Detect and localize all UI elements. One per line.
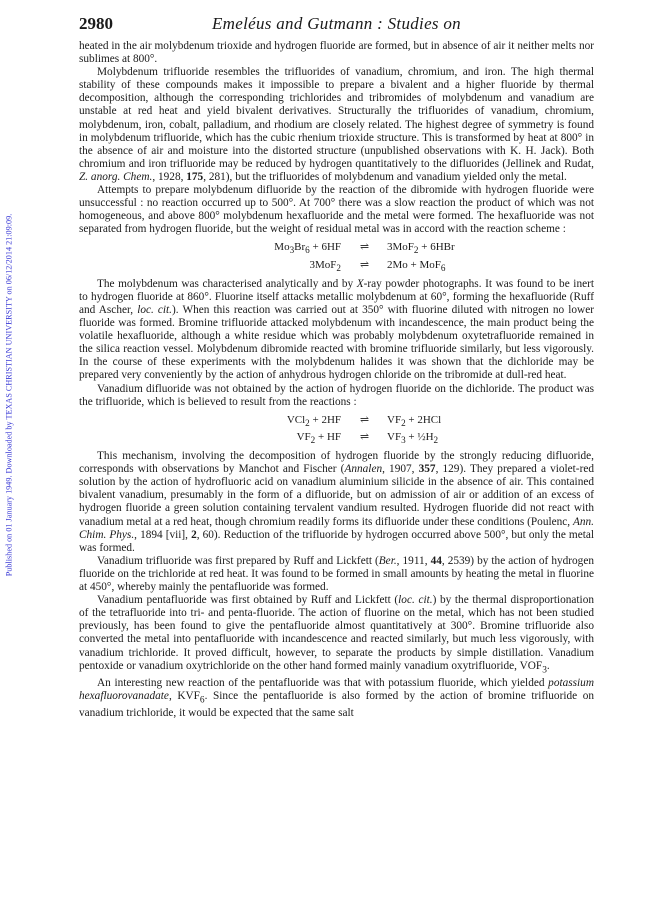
- equation-block: [79, 413, 594, 447]
- page-header: [79, 14, 594, 38]
- article-body: [79, 40, 594, 720]
- paragraph: Vanadium trifluoride was first prepared by Ruff and Lickfett (Ber., 1911, 44, 2539) by the action of hydrogen fluoride on the trichloride at red heat. It was found to be formed in small amounts by heating the metal in fluorine at 450°, whereby mainly the pentafluoride was formed.: [79, 554, 594, 594]
- paragraph: Vanadium difluoride was not obtained by the action of hydrogen fluoride on the dichloride. The product was the trifluoride, which is believed to result from the reactions :: [79, 382, 594, 408]
- paragraph: Molybdenum trifluoride resembles the trifluorides of vanadium, chromium, and iron. The high thermal stability of these compounds makes it impossible to prepare a bivalent and a higher fluoride by thermal decomposition, although the corresponding trichlorides and tribromides of molybdenum and vanadium are unstable at red heat and yield bivalent derivatives. Structurally the trifluorides of vanadium, chromium, molybdenum, iron, cobalt, palladium, and rhodium are closely related. The highest degree of symmetry is found in molybdenum trifluoride, which has the cubic rhenium trioxide structure. This is transformed by heat at 800° in the absence of air and moisture into the distorted structure (unpublished observations with K. H. Jack). Both chromium and iron trifluoride may be reduced by hydrogen quantitatively to the difluorides (Jellinek and Rudat, Z. anorg. Chem., 1928, 175, 281), but the trifluorides of molybdenum and vanadium yielded only the metal.: [79, 66, 594, 183]
- equation-rhs: $VF_3$ + $\frac{1}{2}H_2$: [387, 430, 439, 446]
- equilibrium-arrow: ⇌: [359, 413, 369, 426]
- download-notice-text: Published on 01 January 1949. Downloaded by TEXAS CHRISTIAN UNIVERSITY on 06/12/2014 21:09:09.: [4, 213, 14, 577]
- equation-rhs: $VF_2 + 2HCl$: [387, 413, 442, 428]
- running-title: Emeléus and Gutmann : Studies on: [212, 14, 461, 33]
- equation: [79, 430, 594, 447]
- equation-lhs: VCl$_2$ + 2HF: [286, 413, 341, 428]
- paragraph: An interesting new reaction of the pentafluoride was that with potassium fluoride, which yielded potassium hexafluorovanadate, $KVF_6$. Since the pentafluoride is also formed by the action of bromine trifluoride on vanadium trichloride, it would be expected that the same salt: [79, 676, 594, 720]
- equation-lhs: $Mo_3Br_6 + 6HF$: [274, 241, 341, 256]
- equation-lhs: $VF_2$ + HF: [296, 430, 341, 446]
- equation-lhs: 3MoF$_2$: [309, 258, 341, 273]
- paragraph: Vanadium pentafluoride was first obtained by Ruff and Lickfett (loc. cit.) by the thermal disproportionation of the tetrafluoride into tri- and penta-fluoride. The action of fluorine on the metal, which has not been studied previously, has been found to give the pentafluoride almost quantitatively at 300°. Bromine trifluoride also converted the metal into pentafluoride with incandescence and reacted similarly, but much less vigorously, with vanadium trichloride. It proved difficult, however, to separate the products by simple distillation. Vanadium pentoxide or vanadium oxytrichloride on the other hand formed mainly vanadium oxytrifluoride, $VOF_3$.: [79, 594, 594, 675]
- equation: [79, 258, 594, 275]
- equation: [79, 413, 594, 430]
- equation: [79, 240, 594, 257]
- equation-rhs: 2Mo + MoF$_6$: [387, 258, 446, 273]
- equilibrium-arrow: ⇌: [359, 241, 369, 254]
- paragraph: Attempts to prepare molybdenum difluoride by the reaction of the dibromide with hydrogen fluoride were unsuccessful : no reaction occurred up to 500°. At 700° there was a slow reaction the product of which was not homogeneous, and above 800° molybdenum hexafluoride and the metal were formed. The hexafluoride was not separated from hydrogen fluoride, but the weight of residual metal was in accord with the reaction scheme :: [79, 184, 594, 236]
- paragraph: This mechanism, involving the decomposition of hydrogen fluoride by the strongly reducing difluoride, corresponds with observations by Manchot and Fischer (Annalen, 1907, 357, 129). They prepared a violet-red solution by the action of hydrofluoric acid on vanadium aluminium silicide in the absence of air. This contained bivalent vanadium, presumably in the form of a difluoride, but on admission of air or addition of an excess of hydrogen fluoride a green solution containing tervalent vandium resulted. Hydrogen fluoride did not react with vanadium metal at a red heat, though chromium readily forms its difluoride under these conditions (Poulenc, Ann. Chim. Phys., 1894 [vii], 2, 60). Reduction of the trifluoride by hydrogen occurred above 500°, but only the metal was formed.: [79, 450, 595, 554]
- equilibrium-arrow: ⇌: [359, 430, 369, 443]
- equilibrium-arrow: ⇌: [359, 258, 369, 271]
- paragraph: heated in the air molybdenum trioxide and hydrogen fluoride are formed, but in absence of air it neither melts nor sublimes at 800°.: [79, 40, 594, 66]
- download-notice-sidebar: [2, 100, 16, 690]
- equation-block: [79, 240, 594, 274]
- page-number: 2980: [79, 14, 113, 33]
- equation-rhs: 3MoF$_2$ + 6HBr: [387, 241, 455, 256]
- paragraph: The molybdenum was characterised analytically and by X-ray powder photographs. It was found to be inert to hydrogen fluoride at 860°. Fluorine itself attacks metallic molybdenum at 60°, forming the hexafluoride (Ruff and Ascher, loc. cit.). When this reaction was carried out at 350° with fluorine diluted with nitrogen no lower fluoride was formed. Bromine trifluoride attacked molybdenum with incandescence, the main product being the volatile hexafluoride, although a white residue which was probably molybdenum oxytetrafluoride remained in the silica reaction vessel. Molybdenum dibromide reacted with bromine trifluoride similarly, but less vigorously. In the course of these experiments with the molybdenum halides it was shown that the dichloride may be prepared very conveniently by the action of anhydrous hydrogen chloride on the tribromide at dull-red heat.: [79, 277, 595, 382]
